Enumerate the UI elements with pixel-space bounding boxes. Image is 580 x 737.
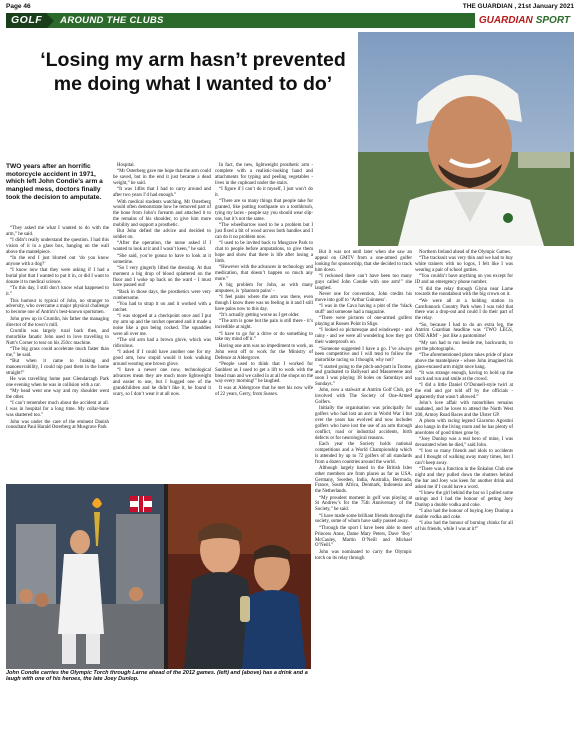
paragraph: “I know now that they were asking if I had a burial plot that I wanted to put it in, or did I want to donate it to medical science. <box>6 268 109 286</box>
paragraph: Crumlin was largely rural back then, and motorbike fanatic John used to love travelling to Nutt’s Corner to tear on his 250cc machine. <box>6 328 109 346</box>
paragraph: “You had to strap it on and it worked with a ratchet. <box>113 301 211 313</box>
paragraph: Initially the organisation was principally for golfers who had lost an arm in World War I but over the years has evolved and now includes golfers who have lost the use of an arm through conflict, road or industrial accidents, birth defects or for neurological reasons. <box>315 406 412 441</box>
paragraph: “I reckoned there can’t have been too many guys called John Condie with one arm!” she laughed. <box>315 273 412 291</box>
paragraph: “The aforementioned photo takes pride of place above the mantelpiece - where John imagined his glass-encased arm might once hang. <box>415 352 513 370</box>
paragraph: Although largely based in the British Isles other members are from places as far as USA, Germany, Sweden, India, Australia, Bermuda, France, South Africa, Denmark, Indonesia and the Netherlands. <box>315 465 412 495</box>
article-column-3 <box>215 163 313 398</box>
paragraph: Each year the Society holds national competitions and a World Championship which is attended by up to 72 golfers of all standards from a dozen countries around the world. <box>315 442 412 465</box>
paragraph: Never one for convention, John credits his move into golf to ‘Arthur Guinness’. <box>315 291 412 303</box>
paragraph: “It was 14lbs that I had to carry around and after two years I’d had enough.” <box>113 187 211 199</box>
paragraph: Hospital. <box>117 163 135 168</box>
paragraph: “We were all at a holding station in Carnfunnock Country Park when I was told that there was a drop-out and could I do their part of the relay. <box>415 298 513 322</box>
photo-caption: John Condie carries the Olympic Torch through Larne ahead of the 2012 games. (left) and (above) has a drink and a laugh with one of his heroes, the late Joey Dunlop. <box>6 670 308 683</box>
paragraph: “The tracksuit was very thin and we had to buy white trainers with no logos, I felt like I was wearing a pair of school gutties. <box>415 256 513 274</box>
paragraph: John was nominated to carry the Olympic torch on its relay through <box>315 549 412 561</box>
paragraph: A big problem for John, as with many amputees, is ‘phantom pains’ - <box>215 282 313 294</box>
paragraph: “To this day, I still don’t know what happened to it.” <box>6 286 109 298</box>
paragraph: “There are so many things that people take for granted, like putting toothpaste on a toothbrush, tying my laces - people say you should wear slip-ons, but it’s not the same. <box>215 199 313 222</box>
section-title: AROUND THE CLUBS <box>60 15 164 26</box>
paragraph: “Joey Dunlop was a real hero of mine, I was devastated when he died,” said John. <box>415 437 513 448</box>
paragraph: With medical students watching, Mr Osterberg would often demonstrate how he removed part of the bone from John’s forearm and attached it to the remains of his shoulder, to give him more mobility and support a prosthetic. <box>113 199 211 228</box>
paragraph: “My head went one way and my shoulder went the other. <box>6 389 109 401</box>
paragraph: “However with the advances in technology and medication, that doesn’t happen so much any more.” <box>215 264 313 282</box>
article-column-2 <box>113 163 211 398</box>
paragraph: Having one arm was no impediment to work, as John went off to work for the Ministry of Defence at Aldergrove. <box>215 343 313 361</box>
paragraph: “I also had the honour of buying Joey Dunlop a double vodka and coke. <box>415 509 513 521</box>
paragraph: “Mr Osterberg gave me hope that the arm could be saved, but in the end it just became a dead weight,” he said. <box>113 169 211 187</box>
paragraph: “The arm is gone but the pain is still there - it’s incredible at night. <box>215 319 313 331</box>
paragraph: “I can’t remember much about the accident at all. I was in hospital for a long time. My collar-bone was shattered too.” <box>6 401 109 419</box>
paragraph: “So, because I had to do an extra leg, the Antrim Guardian headline was ‘TWO LEGS, ONE ARM’ - just like a pantomime! <box>415 322 513 340</box>
paragraph: Northern Ireland ahead of the Olympic Games. <box>419 250 512 255</box>
photo-golfer-portrait <box>358 32 574 246</box>
paragraph: “The wheelbarrow used to be a problem but I just fixed a bit of wood across both handles and I can do it no problem now. <box>215 222 313 240</box>
paragraph: “I also had the honour of burning chinks for all of his friends, while I was at it!” <box>415 521 513 533</box>
paragraph: “I have made some brilliant friends through the society, some of whom have sadly passed away. <box>315 513 412 525</box>
section-bar <box>6 13 574 28</box>
paragraph: “Someone suggested I have a go. I’ve always been competitive and I will tend to follow the motorbike racing so I thought, why not? <box>315 346 412 364</box>
paragraph: “It was strange enough, having to hold up the torch and run and smile at the crowd. <box>415 370 513 382</box>
page-folio <box>6 3 574 13</box>
paragraph: “I was stopped at a checkpoint once and I put my arm up and the ratchet operated and it made a noise like a gun being cocked. The squaddies were all over me. <box>113 314 211 337</box>
paragraph: “People used to think that I worked for Sunblest as I used to get a lift to work with the bread man and we called in at all the shops on the way every morning!” he laughed. <box>215 361 313 385</box>
page-number: Page 46 <box>6 3 31 10</box>
paragraph: But it was not until later when she saw an appeal on GMTV from a one-armed golfer looking for sponsorship, that she decided to track him down. <box>315 250 412 273</box>
paragraph: “I have to go for a drive or do something to take my mind off it.” <box>215 331 313 343</box>
paragraph: He was travelling home past Glendarragh Park one evening when he was in collision with a car. <box>6 377 109 388</box>
paragraph: “After the operation, the nurse asked if I wanted to look at it and I wasn’t keen,” he said. <box>113 241 211 253</box>
paragraph: “I looked so picturesque and windswept - and rainy - and we were all wondering how they got their waterproofs on. <box>315 328 412 346</box>
paragraph: John, now a stalwart at Antrim Golf Club, got involved with The Society of One-Armed Golfers. <box>315 388 412 406</box>
paragraph: In fact, the new, lightweight prosthetic arm - complete with a realistic-looking hand and attachments for typing and peeling vegetables - lives in the cupboard under the stairs. <box>215 163 313 186</box>
paragraph: “My proudest moment in golf was playing at St Andrew’s for the 75th Anniversary of the Society,” he said. <box>315 495 412 513</box>
paragraph: “Back in those days, the prosthetics were very cumbersome. <box>113 289 211 301</box>
paragraph: But John defied the advice and decided to soldier on. <box>113 229 211 241</box>
section-tag-golf: GOLF <box>6 13 47 28</box>
paragraph: “My son had to run beside me, backwards, to get the photographs. <box>415 340 513 352</box>
paragraph: “I lost so many friends and idols to accidents and I thought of walking away many times, but I can’t keep away. <box>415 449 513 467</box>
photo-torch-and-dunlop <box>6 484 311 669</box>
paragraph: “There was a function in the Enkalon Club one night and they pulled down the shutters behind the bar and Joey was keen for another drink and asked me if I could have a word. <box>415 467 513 490</box>
paragraph: John’s love affair with motorbikes remains unabated, and he loves to attend the North West 200, Armoy Road Races and the Ulster GP. <box>415 401 513 418</box>
paragraph: “I knew the girl behind the bar so I pulled some strings and I had the honour of getting Joey Dunlop a double vodka and coke. <box>415 491 513 508</box>
paragraph: “I did a little Daniel O’Donnell-style twirl at the end and got told off by the officials - apparently that wasn’t allowed.” <box>415 383 513 400</box>
paragraph: “She said, you’re gonna to have to look at it sometime. <box>113 253 211 265</box>
paragraph: “In the end I just blurted out ‘do you know anyone with a dog?’ <box>6 256 109 268</box>
article-column-1 <box>6 226 109 432</box>
paragraph: John grew up in Crumlin, his father the managing director of the town’s mill. <box>6 316 109 328</box>
paragraph: “I didn’t really understand the question. I had this vision of it in a glass box, hanging on the wall above the mantelpiece. <box>6 238 109 255</box>
paragraph: “The old arm had a brown glove, which was ridiculous. <box>113 337 211 349</box>
paragraph: “They asked me what I wanted to do with the arm,” he said. <box>6 226 109 237</box>
paragraph: “I feel pains where the arm was there, even though I know there was no feeling in it and I still have pains now to this day. <box>215 295 313 312</box>
paragraph: “I was in the Cava having a pint of the ‘black stuff’ and someone had a magazine. <box>315 304 412 315</box>
paragraph: “I asked if I could have another one for my good arm, how stupid would it look walking around wearing one brown glove. <box>113 350 211 367</box>
paragraph: This humour is typical of John, no stranger to adversity, who overcame a major physical challenge to become one of Antrim’s best-known sportsmen. <box>6 298 109 316</box>
brand-logo <box>475 13 574 28</box>
paragraph: “But when it came to braking and manoeuvrability, I could nip past them in the home straight!” <box>6 359 109 376</box>
brand-logo-guardian: GUARDIAN <box>478 15 533 26</box>
article-column-4 <box>315 250 412 562</box>
section-arrow <box>47 14 54 28</box>
paragraph: “You couldn’t have anything on you except for ID and an emergency phone number. <box>415 274 513 286</box>
paragraph: “There were pictures of one-armed golfers playing at Rosses Point in Sligo. <box>315 316 412 328</box>
standfirst: TWO years after an horrific motorcycle accident in 1971, which left John Condie’s arm a mangled mess, doctors finally took the decision to amputate. <box>6 163 103 201</box>
paragraph: John was under the care of the eminent Danish consultant Paul Harald Osterberg at Musgrave Park <box>6 419 109 431</box>
paragraph: “I did the relay through Glynn near Larne towards the roundabout with the big crown on it. <box>415 286 513 298</box>
torch-and-dunlop-images <box>6 484 311 669</box>
paragraph: It was at Aldergrove that he met his now wife of 22 years, Gerry, from Sussex. <box>215 385 313 397</box>
article-column-5 <box>415 250 513 534</box>
golfer-portrait-image <box>358 32 574 246</box>
paragraph: “Through the sport I have been able to meet Princess Anne, Dame Mary Peters, Dave ‘Boy’ McCauley, Martin O’Neill and Michael O’Neill.” <box>315 525 412 549</box>
paragraph: “So I very gingerly lifted the dressing. At that moment a big drop of blood splattered on the floor and I woke up back on the ward - I must have passed out! <box>113 265 211 289</box>
paragraph: “I started going to the pitch-and-putt in Toome, and graduated to Ballyearl and Massereene and soon I was playing 18 holes on Saturdays and Sundays.” <box>315 364 412 388</box>
paragraph: “It’s actually getting worse as I get older. <box>219 313 300 319</box>
paragraph: “The big grass could accelerate much faster than me,” he said. <box>6 346 109 358</box>
paragraph: “I have a newer one now, technological advances mean they are much more lightweight and easier to use, but I hugged one of the grandchildren and he didn’t like it, he found it scary, so I don’t wear it at all now. <box>113 368 211 397</box>
paragraph: A photo with racing legend Giacomo Agostini also hangs in the living room and he has plenty of anecdotes of good times gone by. <box>415 419 513 436</box>
paper-date: THE GUARDIAN , 21st January 2021 <box>462 3 574 10</box>
paragraph: “I figure if I can’t do it myself, I just won’t do it. <box>215 186 313 198</box>
paragraph: “I used to be invited back to Musgrave Park to chat to people before amputations, to give them hope and show that there is life after losing a limb. <box>215 240 313 264</box>
brand-logo-sport: SPORT <box>535 15 570 26</box>
headline: ‘Losing my arm hasn’t prevented me doing what I wanted to do’ <box>40 49 346 95</box>
